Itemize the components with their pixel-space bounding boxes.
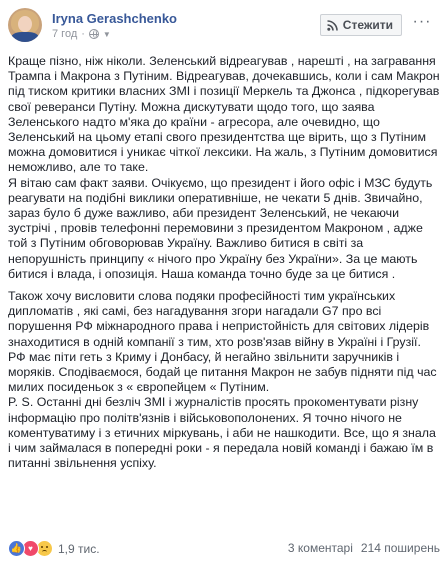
post-footer	[8, 536, 440, 560]
post-meta: 7 год · ▼	[52, 28, 111, 40]
author-name[interactable]: Iryna Gerashchenko	[52, 11, 177, 26]
post-text	[8, 54, 440, 471]
follow-label: Стежити	[342, 18, 393, 32]
post-time[interactable]: 7 год	[52, 28, 78, 40]
comments-count[interactable]: 3 коментарі	[287, 541, 353, 555]
chevron-down-icon[interactable]: ▼	[102, 29, 111, 39]
follow-button[interactable]	[320, 14, 402, 36]
globe-icon	[89, 29, 99, 39]
post-paragraph: Також хочу висловити слова подяки професійності тим українських дипломатів , які самі, без нагадування згори нагадали G7 про всі порушення РФ міжнародного права і непристойність для світових лідерів знаходитися в одній компанії з тим, хто розв'язав війну в Україні і Грузії. РФ має піти геть з Криму і Донбасу, й негайно звільнити заручників і моряків. Сподіваємося, бодай це питання Макрон не забув підняти під час милих посиденьок з « європейцем « Путіним.	[8, 289, 437, 395]
more-options-button[interactable]: ···	[412, 13, 432, 30]
post-paragraph: Краще пізно, ніж ніколи. Зеленський відреагував , нарешті , на загравання Трампа і Макрона з Путіним. Відреагував, дочекавшись, коли і сам Макрон під тиском критики власних ЗМІ і позиції Меркель та Джонса , підкорегував свої реверанси Путіну. Можна дискутувати щодо того, що заява Зеленського надто м'яка до країни - агресора, але очевидно, що Зеленський на цьому етапі свого президентства ще вірить, що з Путіним можна домовитися і уникає чіткої лексики. На жаль, з Путіним домовитися неможливо, але то таке.	[8, 54, 440, 175]
reactions-summary[interactable]	[8, 540, 100, 557]
rss-icon	[327, 20, 338, 31]
post-header	[8, 8, 440, 42]
love-icon: ♥	[22, 540, 39, 557]
like-icon: 👍	[8, 540, 25, 557]
shares-count[interactable]: 214 поширень	[360, 541, 440, 555]
reactions-count[interactable]: 1,9 тис.	[58, 541, 100, 556]
post-paragraph: Я вітаю сам факт заяви. Очікуємо, що президент і його офіс і МЗС будуть реагувати на подібні виклики оперативніше, не чекати 5 днів. Звичайно, зараз було б дуже важливо, аби президент Зеленський, не чекаючи зустрічі , провів телефонні перемовини з президентом Макроном , адже той з Путіним обговорював Україну. Важливо битися в світі за непорушність принципу « нічого про Україну без України». За це мають битися і влада, і опозиція. Наша команда точно буде за це битися .	[8, 175, 433, 281]
avatar[interactable]	[8, 8, 42, 42]
post-paragraph: P. S. Останні дні безліч ЗМІ і журналістів просять прокоментувати різну інформацію про політв'язнів і військовополонених. Я точно нічого не коментуватиму і з етичних міркувань, і аби не нашкодити. Все, що я знала і чим займалася в попередні роки - я передала новій команді і бажаю їм в питанні звільнення успіху.	[8, 395, 436, 471]
post-stats	[288, 541, 440, 555]
